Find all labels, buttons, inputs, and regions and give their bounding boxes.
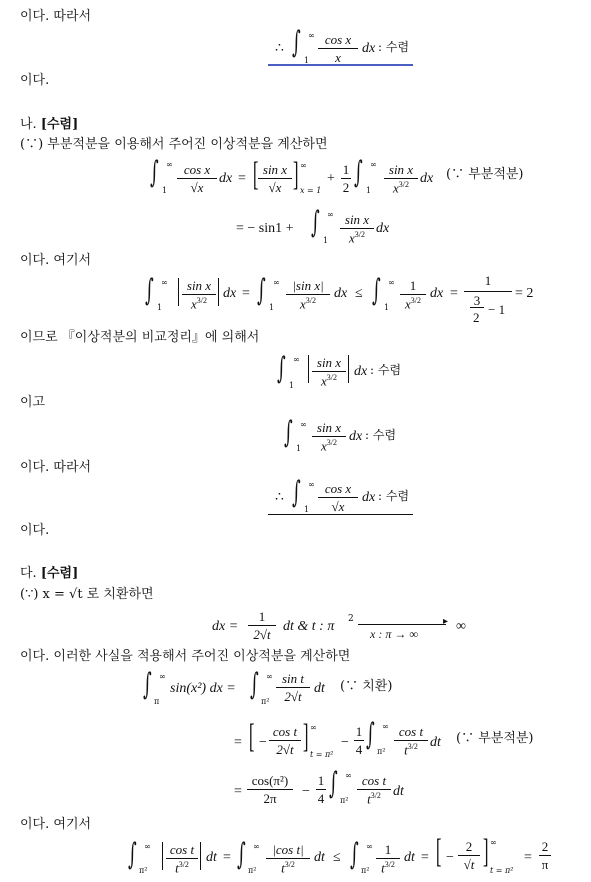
lower-limit: π (154, 697, 160, 706)
bracket-left: [ (248, 718, 255, 755)
integral-sign: ∫ (277, 351, 286, 386)
bracket-right: ] (302, 718, 309, 755)
fraction (312, 421, 346, 452)
numerator: cos(π²) (247, 774, 293, 790)
numerator: cos t (269, 725, 301, 741)
fraction (341, 163, 351, 194)
upper-limit: ∞ (327, 210, 334, 219)
lower-limit: π² (377, 747, 386, 756)
denominator: 4 (355, 742, 363, 757)
upper-limit: ∞ (382, 722, 389, 731)
equals: = (223, 850, 231, 865)
lower-limit: t = π² (310, 750, 334, 759)
denominator: $t^{3/2}$ (175, 860, 189, 876)
numerator: 1 (317, 773, 325, 788)
differential: dx (376, 221, 390, 236)
differential: dx (362, 490, 376, 505)
fraction (248, 610, 276, 641)
fraction (269, 725, 301, 756)
bracket-left: [ (435, 833, 442, 870)
numerator: sin x (340, 213, 374, 229)
result: = 2 (515, 286, 534, 301)
numerator: 2 (539, 840, 551, 856)
minus: − (446, 850, 454, 865)
fraction (182, 279, 216, 310)
abs-bar (348, 355, 349, 383)
minus: − (259, 735, 267, 750)
numerator: |cos t| (266, 843, 310, 859)
integral-sign: ∫ (350, 837, 359, 872)
denominator: 2π (263, 791, 277, 806)
integral-sign: ∫ (366, 717, 375, 752)
lower-limit: 1 (162, 186, 168, 195)
lower-limit: t = π² (490, 866, 514, 875)
numerator: cos t (166, 843, 198, 859)
text-line: 이다. 여기서 (20, 817, 92, 832)
upper-limit: ∞ (308, 480, 315, 489)
upper-limit: ∞ (266, 672, 273, 681)
numerator: 1 (400, 279, 426, 295)
integral-sign: ∫ (150, 155, 159, 190)
numerator: cos x (318, 482, 358, 498)
fraction (247, 774, 293, 805)
denominator: $x^{3/2}$ (190, 296, 207, 312)
fraction (286, 279, 330, 310)
lower-limit: 1 (304, 505, 310, 514)
fraction (354, 725, 364, 756)
therefore-symbol: ∴ (275, 41, 284, 56)
fraction (464, 274, 512, 330)
section-number: 다. (20, 566, 37, 581)
section-number: 나. (20, 117, 37, 132)
denominator: √t (463, 857, 475, 872)
upper-limit: ∞ (166, 160, 173, 169)
denominator: $x^{3/2}$ (320, 438, 337, 454)
upper-limit: ∞ (300, 161, 307, 170)
bracket-right: ] (482, 833, 489, 870)
upper-limit: ∞ (300, 420, 307, 429)
integral-sign: ∫ (128, 837, 137, 872)
fraction (276, 672, 310, 703)
conclusion: : 수렴 (378, 40, 410, 54)
differential: dx (349, 429, 363, 444)
numerator: sin t (276, 672, 310, 688)
numerator: 1 (342, 162, 350, 177)
denominator: $x^{3/2}$ (348, 230, 365, 246)
fraction (166, 843, 198, 874)
integrand: sin(x²) dx = (170, 681, 236, 696)
lower-limit: 1 (366, 186, 372, 195)
denominator: 2√t (253, 627, 271, 642)
abs-bar (308, 355, 309, 383)
differential: dx (219, 171, 233, 186)
equals: = (234, 784, 242, 799)
abs-bar (218, 278, 219, 306)
integral-sign: ∫ (372, 273, 381, 308)
upper-limit: ∞ (144, 842, 151, 851)
integral-sign: ∫ (284, 415, 293, 450)
differential: dx (430, 286, 444, 301)
text-line: 이므로 『이상적분의 비교정리』에 의해서 (20, 330, 260, 345)
denominator: 2√t (284, 689, 302, 704)
numerator: sin x (384, 163, 418, 179)
lower-limit: π² (361, 866, 370, 875)
numerator: sin x (312, 421, 346, 437)
denominator: $t^{3/2}$ (367, 791, 381, 807)
upper-limit: ∞ (490, 838, 497, 847)
less-equal: ≤ (355, 286, 363, 301)
differential: dx (362, 41, 376, 56)
upper-limit: ∞ (388, 278, 395, 287)
denominator: 3 2 − 1 (464, 292, 512, 330)
upper-limit: ∞ (273, 278, 280, 287)
denominator: 2 (342, 180, 350, 195)
denominator: x (335, 50, 341, 65)
substitution: dt & t : π (283, 619, 335, 634)
upper-limit: ∞ (293, 355, 300, 364)
integral-sign: ∫ (292, 475, 301, 510)
numerator: 1 (464, 274, 512, 292)
fraction (312, 356, 346, 387)
differential: dx (420, 171, 434, 186)
conclusion: : 수렴 (365, 428, 397, 442)
numerator: sin x (258, 163, 292, 179)
minus: − (341, 735, 349, 750)
bracket-right: ] (292, 156, 299, 193)
integral-sign: ∫ (143, 667, 152, 702)
abs-bar (162, 842, 163, 870)
equation-line: = − sin1 + (236, 221, 294, 236)
fraction (316, 774, 326, 805)
upper-limit: ∞ (253, 842, 260, 851)
lower-limit: 1 (157, 303, 163, 312)
lower-limit: 1 (269, 303, 275, 312)
denominator: √x (190, 180, 204, 195)
numerator: 1 (355, 724, 363, 739)
differential: dt (430, 735, 441, 750)
upper-limit: ∞ (161, 278, 168, 287)
bracket-left: [ (252, 156, 259, 193)
section-label: [수렴] (40, 566, 79, 581)
upper-limit: ∞ (370, 160, 377, 169)
equals: = (238, 171, 246, 186)
arrow-label: x : π → ∞ (370, 627, 418, 641)
denominator: $x^{3/2}$ (320, 373, 337, 389)
lower-limit: x = 1 (300, 186, 322, 195)
denominator: $x^{3/2}$ (404, 296, 421, 312)
denominator: 2√t (276, 742, 294, 757)
text-line: 이다. (20, 523, 50, 538)
text-line: 이다. 따라서 (20, 9, 92, 24)
differential: dt (314, 681, 325, 696)
upper-limit: ∞ (345, 771, 352, 780)
lower-limit: 1 (384, 303, 390, 312)
differential: dt (314, 850, 325, 865)
text-line: 이고 (20, 395, 46, 410)
exponent: 2 (348, 614, 354, 624)
numerator: sin x (182, 279, 216, 295)
numerator: cos x (177, 163, 217, 179)
lower-limit: 1 (323, 236, 329, 245)
numerator: cos x (318, 33, 358, 49)
reason: (∵ 치환) (340, 679, 393, 694)
integral-sign: ∫ (329, 766, 338, 801)
minus: − (302, 784, 310, 799)
equals: = (421, 850, 429, 865)
fraction (357, 774, 391, 805)
lower-limit: π² (139, 866, 148, 875)
underline (268, 514, 413, 515)
differential: dx (223, 286, 237, 301)
integral-sign: ∫ (354, 155, 363, 190)
differential: dt (393, 784, 404, 799)
lower-limit: 1 (289, 381, 295, 390)
upper-limit: ∞ (310, 723, 317, 732)
equals: = (450, 286, 458, 301)
equation-lhs: dx = (212, 619, 239, 634)
denominator: √x (268, 180, 282, 195)
text-line: 이다. 여기서 (20, 253, 92, 268)
lower-limit: 1 (296, 444, 302, 453)
reason: (∵ 부분적분) (446, 167, 524, 182)
plus: + (327, 171, 335, 186)
upper-limit: ∞ (308, 31, 315, 40)
lower-limit: π² (340, 796, 349, 805)
therefore-symbol: ∴ (275, 490, 284, 505)
fraction (394, 725, 428, 756)
integral-sign: ∫ (237, 837, 246, 872)
text-line: 이다. 이러한 사실을 적용해서 주어진 이상적분을 계산하면 (20, 649, 351, 664)
abs-bar (200, 842, 201, 870)
differential: dx (354, 364, 368, 379)
fraction (376, 843, 400, 874)
fraction (177, 163, 217, 194)
numerator: 1 (248, 610, 276, 626)
integral-sign: ∫ (311, 205, 320, 240)
fraction (539, 840, 551, 871)
denominator: $x^{3/2}$ (392, 180, 409, 196)
text-line: 이다. (20, 73, 50, 88)
text-line: 이다. 따라서 (20, 460, 92, 475)
numerator: |sin x| (286, 279, 330, 295)
fraction (340, 213, 374, 244)
fraction (384, 163, 418, 194)
underline (268, 64, 413, 66)
arrow-target: ∞ (456, 619, 466, 634)
fraction (318, 33, 358, 64)
denominator: π (541, 857, 549, 872)
denominator: √x (331, 499, 345, 514)
differential: dt (206, 850, 217, 865)
conclusion: : 수렴 (370, 363, 402, 377)
numerator: 1 (376, 843, 400, 859)
text-line: (∵) 부분적분을 이용해서 주어진 이상적분을 계산하면 (20, 137, 328, 152)
lower-limit: 1 (304, 56, 310, 65)
differential: dx (334, 286, 348, 301)
denominator: 4 (317, 791, 325, 806)
section-label: [수렴] (40, 117, 79, 132)
equals: = (524, 850, 532, 865)
less-equal: ≤ (333, 850, 341, 865)
numerator: cos t (357, 774, 391, 790)
integral-sign: ∫ (145, 273, 154, 308)
lower-limit: π² (261, 697, 270, 706)
integral-sign: ∫ (250, 667, 259, 702)
integral-sign: ∫ (257, 273, 266, 308)
conclusion: : 수렴 (378, 489, 410, 503)
arrow-line (358, 624, 446, 625)
fraction (266, 843, 310, 874)
fraction (400, 279, 426, 310)
numerator: cos t (394, 725, 428, 741)
upper-limit: ∞ (159, 672, 166, 681)
arrow-head: ▸ (443, 616, 449, 627)
equals: = (242, 286, 250, 301)
upper-limit: ∞ (366, 842, 373, 851)
fraction (318, 482, 358, 513)
differential: dt (404, 850, 415, 865)
text-line: (∵) x = √t 로 치환하면 (20, 587, 154, 602)
integral-sign: ∫ (292, 25, 301, 60)
abs-bar (178, 278, 179, 306)
denominator: $x^{3/2}$ (299, 296, 316, 312)
fraction (258, 163, 292, 194)
equals: = (234, 735, 242, 750)
numerator: 2 (458, 840, 480, 856)
numerator: sin x (312, 356, 346, 372)
denominator: $t^{3/2}$ (404, 742, 418, 758)
fraction (458, 840, 480, 871)
section-heading (20, 567, 78, 580)
denominator: $t^{3/2}$ (381, 860, 395, 876)
reason: (∵ 부분적분) (456, 731, 534, 746)
section-heading (20, 118, 78, 131)
denominator: $t^{3/2}$ (281, 860, 295, 876)
lower-limit: π² (248, 866, 257, 875)
